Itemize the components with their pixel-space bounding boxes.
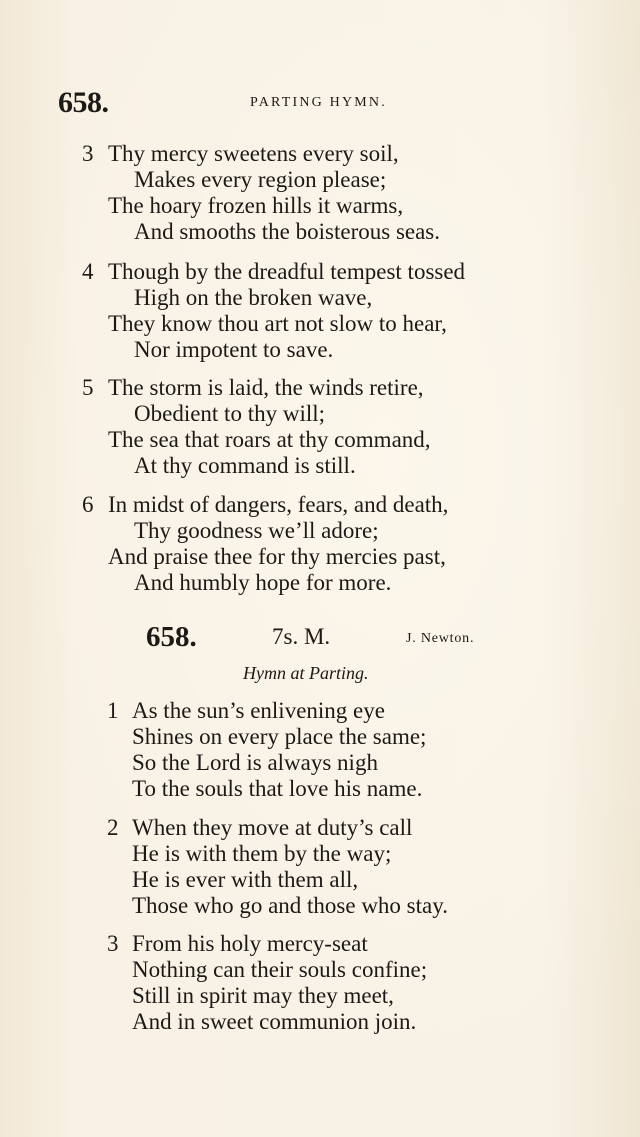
verse-line: The hoary frozen hills it warms, (108, 193, 404, 218)
verse-line: Still in spirit may they meet, (132, 983, 394, 1008)
verse-line: From his holy mercy-seat (132, 931, 368, 956)
verse-line: As the sun’s enlivening eye (132, 698, 385, 723)
hymn-heading (146, 620, 566, 656)
verse-line: Thy goodness we’ll adore; (134, 518, 379, 543)
verse-number: 2 (107, 815, 119, 840)
verse-line: They know thou art not slow to hear, (108, 311, 447, 336)
verse-line: Nothing can their souls confine; (132, 957, 428, 982)
verse-line: He is with them by the way; (132, 841, 392, 866)
verse-line: Though by the dreadful tempest tossed (108, 259, 466, 284)
running-title: PARTING HYMN. (250, 95, 387, 110)
hymn-verse-2 (107, 815, 448, 919)
verse-line: Makes every region please; (134, 167, 387, 192)
hymn-meter: 7s. M. (272, 624, 331, 649)
preceding-verse-4 (82, 259, 465, 363)
verse-line: And in sweet communion join. (132, 1009, 417, 1034)
verse-line: The storm is laid, the winds retire, (108, 375, 424, 400)
verse-line: Nor impotent to save. (134, 337, 334, 362)
verse-number: 3 (82, 141, 94, 166)
verse-line: Thy mercy sweetens every soil, (108, 141, 399, 166)
verse-number: 4 (82, 259, 94, 284)
verse-number: 1 (107, 698, 119, 723)
verse-line: He is ever with them all, (132, 867, 359, 892)
verse-line: And humbly hope for more. (134, 570, 392, 595)
verse-line: High on the broken wave, (134, 285, 373, 310)
verse-number: 5 (82, 375, 94, 400)
hymn-number: 658. (146, 621, 197, 653)
verse-line: At thy command is still. (134, 453, 356, 478)
verse-line: Obedient to thy will; (134, 401, 326, 426)
preceding-verse-6 (82, 492, 448, 596)
verse-number: 6 (82, 492, 94, 517)
hymn-subtitle: Hymn at Parting. (243, 663, 369, 683)
page-number: 658. (58, 86, 109, 119)
preceding-verse-5 (82, 375, 431, 479)
hymn-verse-1 (107, 698, 426, 802)
verse-line: So the Lord is always nigh (132, 750, 378, 775)
preceding-verse-3 (82, 141, 440, 245)
verse-line: And smooths the boisterous seas. (134, 219, 441, 244)
verse-line: And praise thee for thy mercies past, (108, 544, 446, 569)
verse-line: When they move at duty’s call (132, 815, 413, 840)
verse-number: 3 (107, 931, 119, 956)
verse-line: The sea that roars at thy command, (108, 427, 431, 452)
verse-line: To the souls that love his name. (132, 776, 423, 801)
hymn-verse-3 (107, 931, 427, 1035)
hymn-author: J. Newton. (406, 631, 475, 646)
verse-line: Shines on every place the same; (132, 724, 427, 749)
verse-line: In midst of dangers, fears, and death, (108, 492, 449, 517)
verse-line: Those who go and those who stay. (132, 893, 448, 918)
